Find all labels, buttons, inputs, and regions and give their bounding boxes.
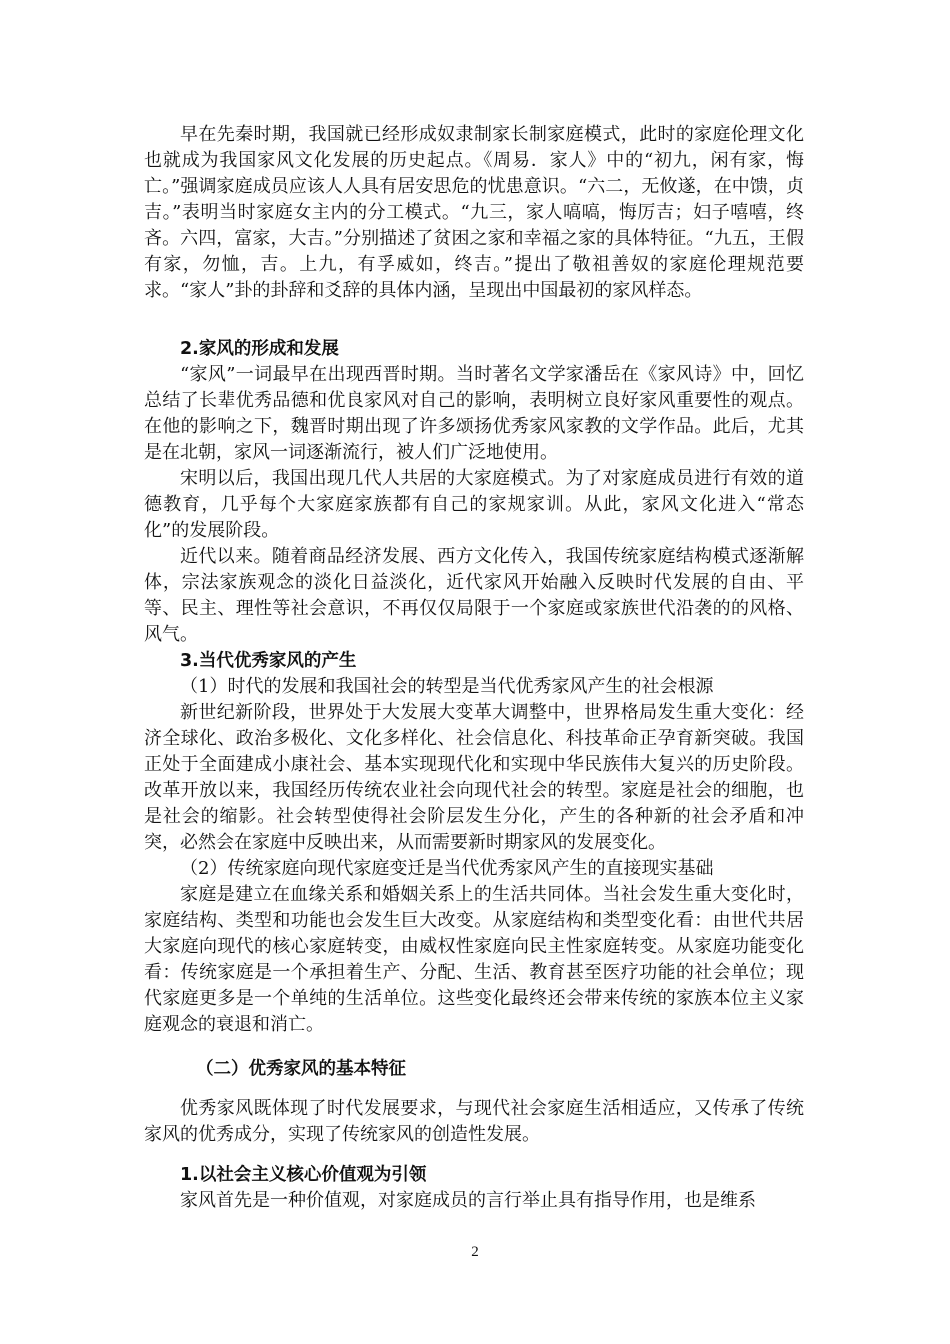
heading-formation: 2.家风的形成和发展 xyxy=(180,339,339,359)
paragraph-new-century: 新世纪新阶段，世界处于大发展大变革大调整中，世界格局发生重大变化：经济全球化、政治多极化、文化多样化、社会信息化、科技革命正孕育新突破。我国正处于全面建成小康社会、基本实现现代化和实现中华民族伟大复兴的历史阶段。改革开放以来，我国经历传统农业社会向现代社会的转型。家庭是社会的细胞，也是社会的缩影。社会转型使得社会阶层发生分化，产生的各种新的社会矛盾和冲突，必然会在家庭中反映出来，从而需要新时期家风的发展变化。 xyxy=(144,702,804,853)
heading-contemporary: 3.当代优秀家风的产生 xyxy=(180,651,357,671)
text-block-2 xyxy=(144,336,804,648)
section-heading-features: （二）优秀家风的基本特征 xyxy=(196,1059,406,1079)
paragraph-features-intro: 优秀家风既体现了时代发展要求，与现代社会家庭生活相适应，又传承了传统家风的优秀成分，实现了传统家风的创造性发展。 xyxy=(144,1098,804,1145)
paragraph-family-definition: 家庭是建立在血缘关系和婚姻关系上的生活共同体。当社会发生重大变化时，家庭结构、类型和功能也会发生巨大改变。从家庭结构和类型变化看：由世代共居大家庭向现代的核心家庭转变，由威权性家庭向民主性家庭转变。从家庭功能变化看：传统家庭是一个承担着生产、分配、生活、教育甚至医疗功能的社会单位；现代家庭更多是一个单纯的生活单位。这些变化最终还会带来传统的家族本位主义家庭观念的衰退和消亡。 xyxy=(144,884,804,1035)
heading-core-values: 1.以社会主义核心价值观为引领 xyxy=(180,1165,427,1185)
subheading-social-root: （1）时代的发展和我国社会的转型是当代优秀家风产生的社会根源 xyxy=(180,676,714,697)
text-block-4 xyxy=(144,1056,804,1082)
text-block-3 xyxy=(144,648,804,1038)
text-block-5 xyxy=(144,1096,804,1148)
text-block-6 xyxy=(144,1162,804,1214)
paragraph-song-ming: 宋明以后，我国出现几代人共居的大家庭模式。为了对家庭成员进行有效的道德教育，几乎每个大家庭家族都有自己的家规家训。从此，家风文化进入“常态化”的发展阶段。 xyxy=(144,468,804,541)
subheading-family-change: （2）传统家庭向现代家庭变迁是当代优秀家风产生的直接现实基础 xyxy=(180,858,714,879)
text-block-1 xyxy=(144,122,804,304)
page-number: 2 xyxy=(471,1244,479,1260)
paragraph-jiafeng-term: “家风”一词最早在出现西晋时期。当时著名文学家潘岳在《家风诗》中，回忆总结了长辈优秀品德和优良家风对自己的影响，表明树立良好家风重要性的观点。在他的影响之下，魏晋时期出现了许多颂扬优秀家风家教的文学作品。此后，尤其是在北朝，家风一词逐渐流行，被人们广泛地使用。 xyxy=(144,364,804,463)
paragraph-values: 家风首先是一种价值观，对家庭成员的言行举止具有指导作用，也是维系 xyxy=(180,1190,756,1211)
paragraph-origins: 早在先秦时期，我国就已经形成奴隶制家长制家庭模式，此时的家庭伦理文化也就成为我国家风文化发展的历史起点。《周易．家人》中的“初九，闲有家，悔亡。”强调家庭成员应该人人具有居安思危的忧患意识。“六二，无攸遂，在中馈，贞吉。”表明当时家庭女主内的分工模式。“九三，家人嗃嗃，悔厉吉；妇子嘻嘻，终吝。六四，富家，大吉。”分别描述了贫困之家和幸福之家的具体特征。“九五，王假有家，勿恤，吉。上九，有孚威如，终吉。”提出了敬祖善奴的家庭伦理规范要求。“家人”卦的卦辞和爻辞的具体内涵，呈现出中国最初的家风样态。 xyxy=(144,124,804,301)
paragraph-modern: 近代以来。随着商品经济发展、西方文化传入，我国传统家庭结构模式逐渐解体，宗法家族观念的淡化日益淡化，近代家风开始融入反映时代发展的自由、平等、民主、理性等社会意识，不再仅仅局限于一个家庭或家族世代沿袭的的风格、风气。 xyxy=(144,546,804,645)
